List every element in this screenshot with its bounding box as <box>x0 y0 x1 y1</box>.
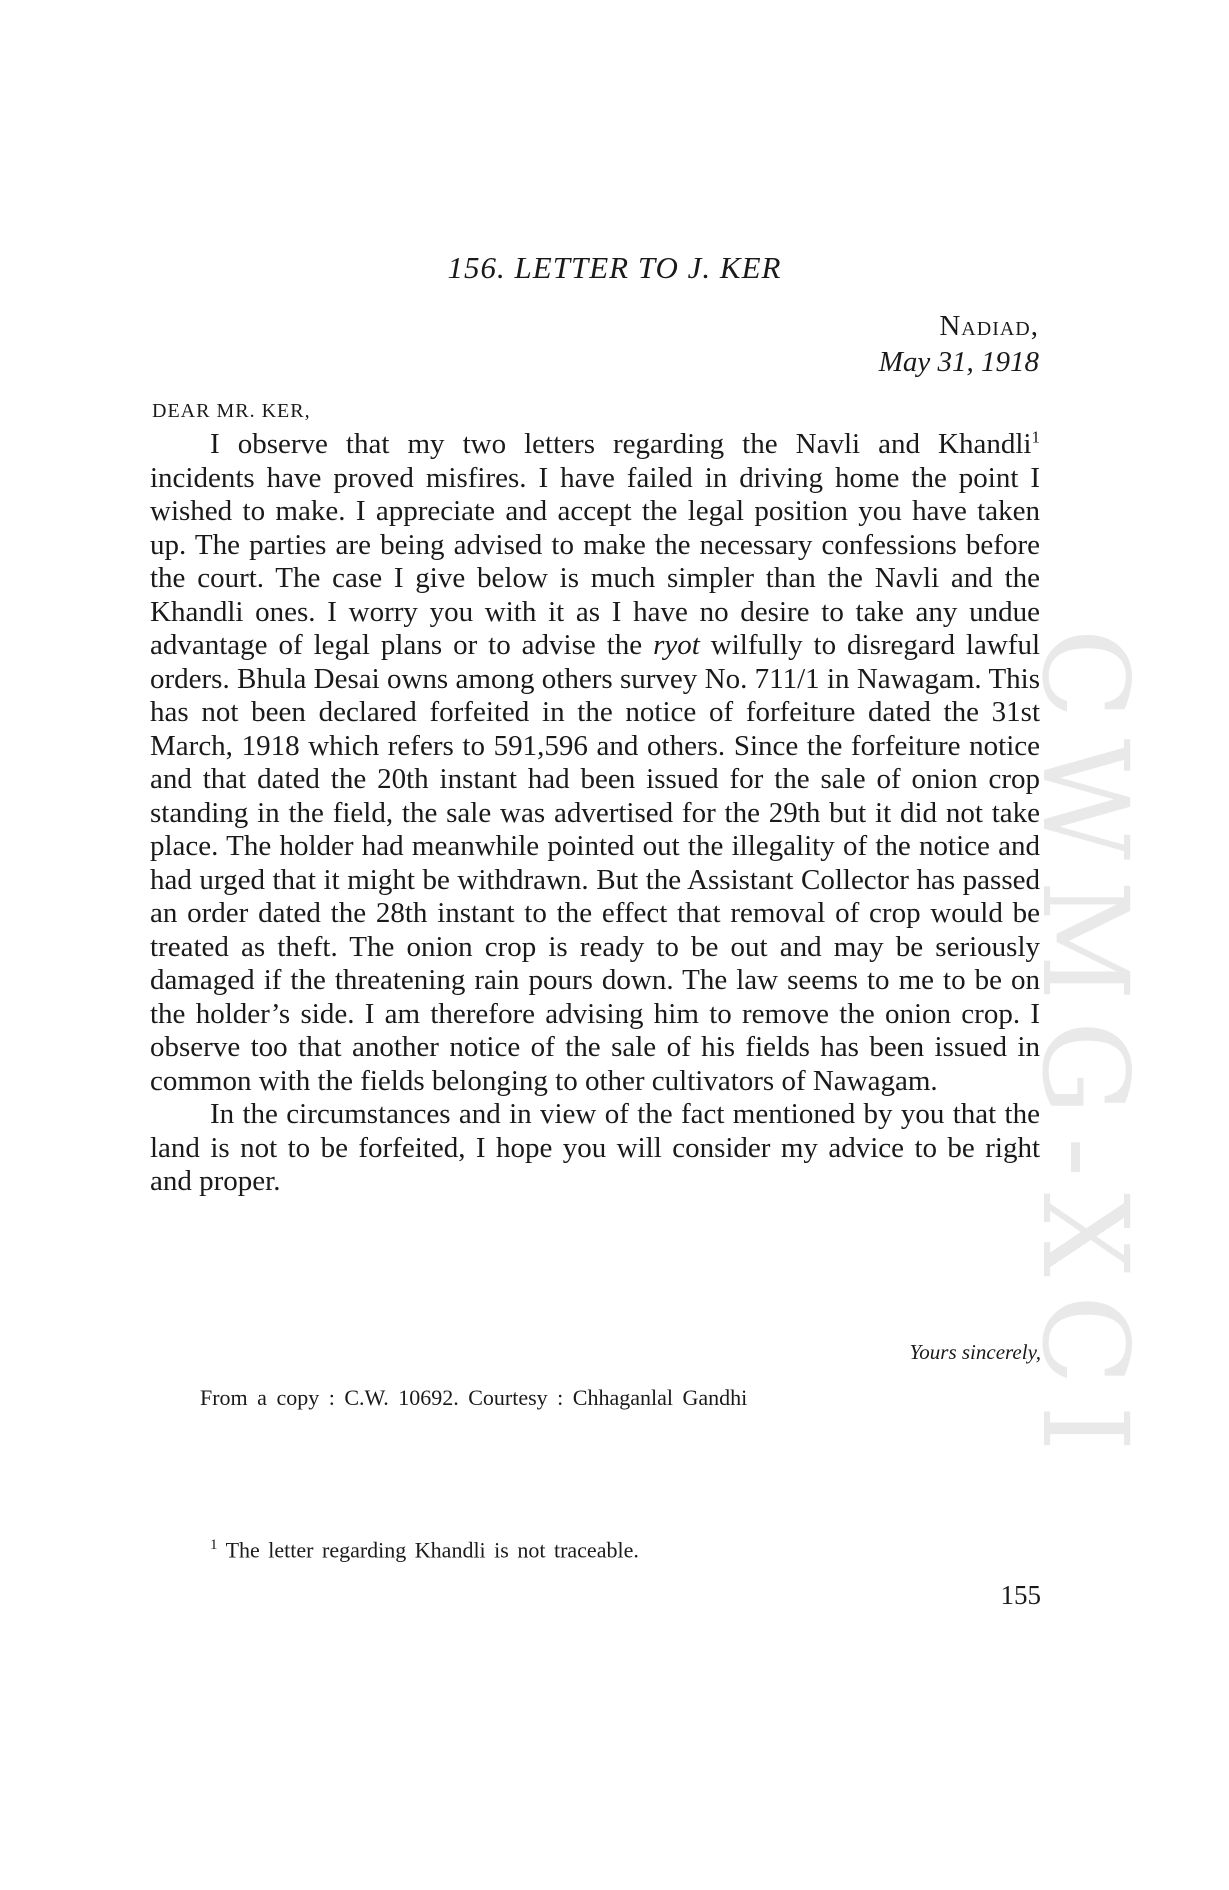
italic-term: ryot <box>653 629 700 661</box>
paragraph-text: wilfully to disregard lawful orders. Bhula Desai owns among others survey No. 711/1 in Nawagam. This has not been declared forfeited in the notice of forfeiture dated the 31st March, 1918 which refers to 591,596 and others. Since the forfeiture notice and that dated the 20th instant had been issued for the sale of onion crop standing in the field, the sale was advertised for the 29th but it did not take place. The holder had meanwhile pointed out the illegality of the notice and had urged that it might be withdrawn. But the Assistant Collector has passed an order dated the 28th instant to the effect that removal of crop would be treated as theft. The onion crop is ready to be out and may be seriously damaged if the threatening rain pours down. The law seems to me to be on the holder’s side. I am therefore advising him to remove the onion crop. I observe too that another notice of the sale of his fields has been issued in common with the fields belonging to other cultivators of Nawagam. <box>150 629 1040 1097</box>
footnote-text: The letter regarding Khandli is not traceable. <box>217 1537 639 1563</box>
paragraph-text: incidents have proved misfires. I have failed in driving home the point I wished to make. I appreciate and accept the legal position you have taken up. The parties are being advised to make the necessary confessions before the court. The case I give below is much simpler than the Navli and the Khandli ones. I worry you with it as I have no desire to take any undue advantage of legal plans or to advise the <box>150 461 1040 661</box>
footnote-marker: 1 <box>1031 427 1040 447</box>
paragraph: In the circumstances and in view of the fact mentioned by you that the land is not to be forfeited, I hope you will consider my advice to be right and proper. <box>150 1098 1040 1197</box>
page-number: 155 <box>1000 1580 1041 1610</box>
letter-date: May 31, 1918 <box>878 346 1039 378</box>
paragraph <box>150 428 1040 1098</box>
paragraph-text: I observe that my two letters regarding the Navli and Khandli <box>210 428 1032 460</box>
closing: Yours sincerely, <box>909 1340 1041 1364</box>
source-note: From a copy : C.W. 10692. Courtesy : Chhaganlal Gandhi <box>200 1385 748 1410</box>
watermark: CWMG-XCI <box>1016 628 1154 1472</box>
salutation: DEAR MR. KER, <box>152 400 311 422</box>
footnote <box>210 1537 639 1563</box>
footnote-marker: 1 <box>210 1537 218 1553</box>
page-title: 156. LETTER TO J. KER <box>447 250 782 285</box>
letter-place: Nadiad, <box>939 310 1039 342</box>
letter-body <box>150 428 1040 1199</box>
